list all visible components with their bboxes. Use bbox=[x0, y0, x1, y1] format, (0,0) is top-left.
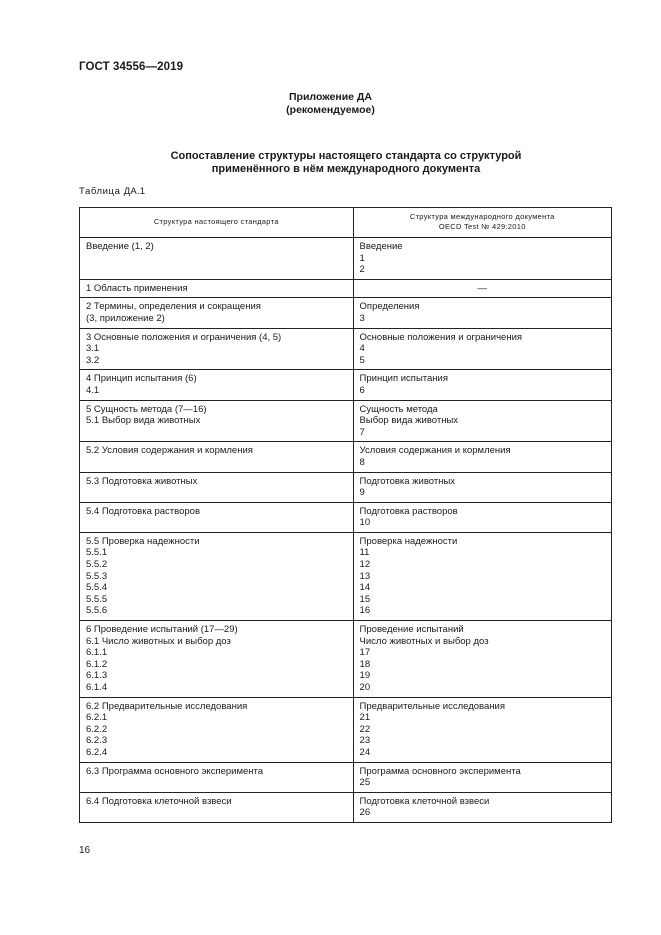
cell-line: 5 bbox=[359, 354, 365, 366]
page-number: 16 bbox=[79, 845, 91, 856]
cell-line: 22 bbox=[359, 723, 371, 735]
cell-line: 6.1.2 bbox=[86, 658, 108, 670]
cell-line: 6 Проведение испытаний (17—29) bbox=[86, 624, 238, 636]
table-row bbox=[80, 502, 612, 532]
cell-line: 6.2.4 bbox=[86, 746, 108, 758]
table-row bbox=[80, 400, 612, 442]
cell-line: 3.1 bbox=[86, 343, 100, 355]
cell-line: 11 bbox=[359, 547, 370, 559]
table-row bbox=[80, 298, 612, 328]
cell-this-standard bbox=[80, 472, 354, 502]
cell-line: Предварительные исследования bbox=[359, 700, 505, 712]
cell-line: 5.1 Выбор вида животных bbox=[86, 415, 201, 427]
cell-line: 5.5 Проверка надежности bbox=[86, 535, 200, 547]
cell-line: 19 bbox=[359, 670, 371, 682]
col-header-this-standard: Структура настоящего стандарта bbox=[80, 208, 354, 238]
table-caption bbox=[79, 186, 145, 197]
structure-comparison-table bbox=[79, 207, 612, 823]
cell-line: 2 Термины, определения и сокращения bbox=[86, 301, 261, 313]
cell-line: 4 Принцип испытания (6) bbox=[86, 373, 197, 385]
cell-line: 5.5.6 bbox=[86, 605, 108, 617]
cell-international-document bbox=[353, 697, 611, 762]
cell-line: 5 Сущность метода (7—16) bbox=[86, 403, 207, 415]
standard-code: ГОСТ 34556—2019 bbox=[79, 61, 184, 73]
appendix-subtitle: (рекомендуемое) bbox=[286, 104, 375, 116]
cell-line: — bbox=[477, 282, 488, 294]
cell-line: 3 Основные положения и ограничения (4, 5) bbox=[86, 331, 282, 343]
col-header-international-document: Структура международного документа OECD Test № 429:2010 bbox=[353, 208, 611, 238]
cell-line: Подготовка клеточной взвеси bbox=[359, 795, 490, 807]
cell-line: 17 bbox=[359, 647, 371, 659]
cell-line: 12 bbox=[359, 559, 371, 571]
cell-line: 23 bbox=[359, 735, 371, 747]
table-body bbox=[80, 238, 612, 823]
cell-international-document bbox=[353, 792, 611, 822]
cell-line: 6.3 Программа основного эксперимента bbox=[86, 765, 264, 777]
cell-line: Подготовка растворов bbox=[359, 505, 458, 517]
cell-line: 5.5.4 bbox=[86, 582, 108, 594]
cell-international-document bbox=[353, 532, 611, 620]
cell-line: Определения bbox=[359, 301, 420, 313]
cell-international-document bbox=[353, 400, 611, 442]
cell-line: 5.5.5 bbox=[86, 593, 108, 605]
cell-line: 15 bbox=[359, 593, 371, 605]
cell-this-standard bbox=[80, 328, 354, 370]
cell-international-document bbox=[353, 472, 611, 502]
cell-line: 6.2 Предварительные исследования bbox=[86, 700, 248, 712]
cell-line: 6.1 Число животных и выбор доз bbox=[86, 635, 231, 647]
table-row bbox=[80, 370, 612, 400]
cell-international-document bbox=[353, 762, 611, 792]
cell-line: Программа основного эксперимента bbox=[359, 765, 521, 777]
cell-this-standard bbox=[80, 238, 354, 280]
table-row bbox=[80, 792, 612, 822]
cell-line: 3 bbox=[359, 312, 365, 324]
cell-line: Сущность метода bbox=[359, 403, 438, 415]
cell-this-standard bbox=[80, 442, 354, 472]
cell-this-standard bbox=[80, 621, 354, 698]
cell-line: 6.2.1 bbox=[86, 712, 108, 724]
cell-line: 6.2.2 bbox=[86, 723, 108, 735]
table-row bbox=[80, 472, 612, 502]
cell-line: 6.1.3 bbox=[86, 670, 108, 682]
table-row bbox=[80, 762, 612, 792]
table-caption-prefix: Таблица bbox=[79, 186, 121, 197]
cell-line: 4.1 bbox=[86, 384, 100, 396]
cell-this-standard bbox=[80, 279, 354, 298]
table-row bbox=[80, 532, 612, 620]
table-header-row bbox=[80, 208, 612, 238]
cell-line: 4 bbox=[359, 343, 365, 355]
cell-line: 8 bbox=[359, 456, 365, 468]
cell-line: 6.1.4 bbox=[86, 682, 108, 693]
cell-line: Число животных и выбор доз bbox=[359, 635, 489, 647]
table-row bbox=[80, 279, 612, 298]
table-row bbox=[80, 621, 612, 698]
cell-international-document bbox=[353, 238, 611, 280]
table-row bbox=[80, 442, 612, 472]
cell-line: 5.5.3 bbox=[86, 570, 108, 582]
cell-line: Принцип испытания bbox=[359, 373, 448, 385]
cell-line: 5.5.1 bbox=[86, 547, 108, 559]
cell-international-document bbox=[353, 370, 611, 400]
cell-this-standard bbox=[80, 400, 354, 442]
cell-line: 25 bbox=[359, 777, 371, 789]
cell-line: 21 bbox=[359, 712, 371, 724]
cell-line: 20 bbox=[359, 682, 371, 693]
cell-line: Проверка надежности bbox=[359, 535, 458, 547]
cell-line: 14 bbox=[359, 582, 371, 594]
cell-international-document bbox=[353, 279, 611, 298]
cell-international-document bbox=[353, 298, 611, 328]
cell-line: 1 bbox=[359, 252, 365, 264]
cell-line: 3.2 bbox=[86, 354, 100, 366]
cell-this-standard bbox=[80, 532, 354, 620]
table-row bbox=[80, 697, 612, 762]
cell-this-standard bbox=[80, 298, 354, 328]
table-row bbox=[80, 328, 612, 370]
cell-line: 6.4 Подготовка клеточной взвеси bbox=[86, 795, 232, 807]
cell-international-document bbox=[353, 442, 611, 472]
cell-this-standard bbox=[80, 370, 354, 400]
cell-line: 2 bbox=[359, 264, 365, 276]
cell-this-standard bbox=[80, 502, 354, 532]
cell-line: 13 bbox=[359, 570, 371, 582]
cell-line: 6.2.3 bbox=[86, 735, 108, 747]
cell-international-document bbox=[353, 328, 611, 370]
section-heading-line-2: применённого в нём международного документа bbox=[211, 163, 481, 175]
cell-line: Подготовка животных bbox=[359, 475, 456, 487]
cell-line: 26 bbox=[359, 807, 371, 819]
cell-line: 18 bbox=[359, 658, 371, 670]
cell-line: 6 bbox=[359, 384, 365, 396]
cell-line: 5.3 Подготовка животных bbox=[86, 475, 198, 487]
cell-line: 10 bbox=[359, 517, 371, 529]
cell-line: Проведение испытаний bbox=[359, 624, 464, 636]
cell-line: Основные положения и ограничения bbox=[359, 331, 523, 343]
cell-line: Введение (1, 2) bbox=[86, 241, 154, 252]
cell-line: Введение bbox=[359, 241, 403, 252]
cell-line: 5.2 Условия содержания и кормления bbox=[86, 445, 253, 457]
cell-line: 1 Область применения bbox=[86, 282, 188, 294]
cell-line: Условия содержания и кормления bbox=[359, 445, 511, 457]
table-caption-number: ДА.1 bbox=[123, 186, 146, 197]
cell-this-standard bbox=[80, 762, 354, 792]
cell-line: 7 bbox=[359, 426, 365, 438]
cell-this-standard bbox=[80, 792, 354, 822]
cell-line: 24 bbox=[359, 746, 371, 758]
cell-line: 6.1.1 bbox=[86, 647, 108, 659]
table-row bbox=[80, 238, 612, 280]
cell-line: 5.5.2 bbox=[86, 559, 108, 571]
cell-line: 5.4 Подготовка растворов bbox=[86, 505, 200, 517]
section-heading-line-1: Сопоставление структуры настоящего стандарта со структурой bbox=[170, 150, 522, 162]
cell-line: (3, приложение 2) bbox=[86, 312, 165, 324]
cell-international-document bbox=[353, 502, 611, 532]
cell-line: Выбор вида животных bbox=[359, 415, 459, 427]
cell-this-standard bbox=[80, 697, 354, 762]
appendix-title: Приложение ДА bbox=[289, 91, 372, 103]
cell-line: 16 bbox=[359, 605, 371, 617]
cell-international-document bbox=[353, 621, 611, 698]
cell-line: 9 bbox=[359, 487, 365, 499]
